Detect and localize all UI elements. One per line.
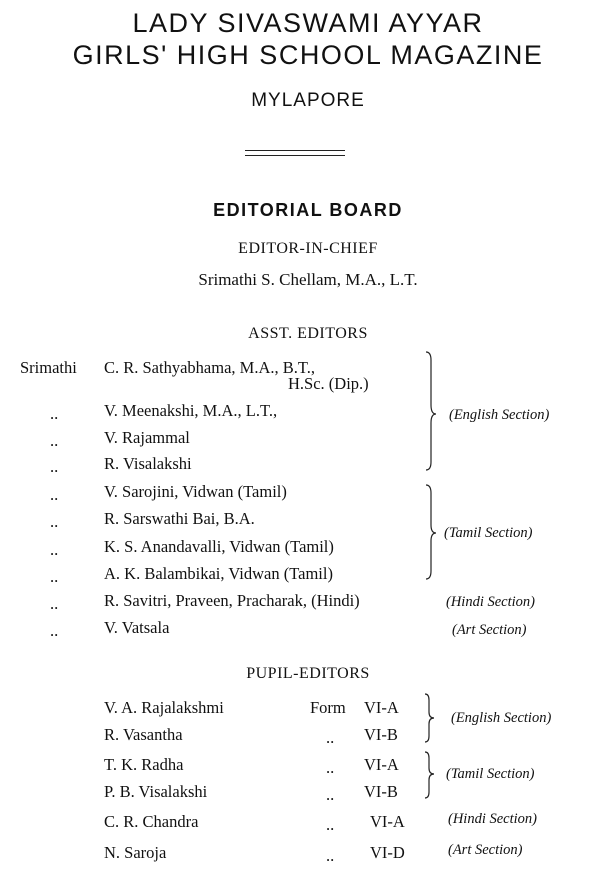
place-name: MYLAPORE xyxy=(251,90,365,111)
editor-in-chief-label: EDITOR-IN-CHIEF xyxy=(238,240,378,257)
divider-top xyxy=(245,150,345,151)
asst-editor-name: A. K. Balambikai, Vidwan (Tamil) xyxy=(104,564,333,583)
section-art-label: (Art Section) xyxy=(452,622,527,638)
ditto-mark: .. xyxy=(326,758,335,777)
asst-editor-name: R. Sarswathi Bai, B.A. xyxy=(104,509,255,528)
asst-editor-name: V. Meenakshi, M.A., L.T., xyxy=(104,401,278,420)
asst-editor-name: R. Savitri, Praveen, Pracharak, (Hindi) xyxy=(104,591,360,610)
ditto-mark: .. xyxy=(50,540,59,559)
pupil-form: VI-B xyxy=(364,782,398,801)
brace-english-icon xyxy=(426,352,436,470)
ditto-mark: .. xyxy=(326,728,335,747)
ditto-mark: .. xyxy=(50,621,59,640)
editorial-board-heading: EDITORIAL BOARD xyxy=(213,200,403,220)
pupil-section-tamil-label: (Tamil Section) xyxy=(446,766,535,782)
brace-pupil-english-icon xyxy=(425,694,434,742)
divider-bottom xyxy=(245,155,345,156)
section-tamil-label: (Tamil Section) xyxy=(444,525,533,541)
pupil-section-english-label: (English Section) xyxy=(451,710,552,726)
pupil-form: VI-A xyxy=(364,755,399,774)
pupil-editor-name: P. B. Visalakshi xyxy=(104,782,208,801)
brace-pupil-tamil-icon xyxy=(425,752,434,798)
pupil-form: VI-A xyxy=(364,698,399,717)
editor-in-chief-name: Srimathi S. Chellam, M.A., L.T. xyxy=(198,270,418,289)
asst-editor-qualification: H.Sc. (Dip.) xyxy=(288,374,369,393)
magazine-title-line2: GIRLS' HIGH SCHOOL MAGAZINE xyxy=(72,40,544,70)
pupil-form: VI-A xyxy=(370,812,405,831)
asst-editor-name: K. S. Anandavalli, Vidwan (Tamil) xyxy=(104,537,334,556)
pupil-editor-name: V. A. Rajalakshmi xyxy=(104,698,224,717)
ditto-mark: .. xyxy=(50,485,59,504)
ditto-mark: .. xyxy=(50,512,59,531)
ditto-mark: .. xyxy=(50,457,59,476)
asst-editor-name: C. R. Sathyabhama, M.A., B.T., xyxy=(104,358,315,377)
asst-editor-name: V. Vatsala xyxy=(104,618,170,637)
ditto-mark: .. xyxy=(50,567,59,586)
ditto-mark: .. xyxy=(50,404,59,423)
pupil-brace-group-icons xyxy=(420,690,440,810)
form-label: Form xyxy=(310,698,346,717)
asst-editor-name: R. Visalakshi xyxy=(104,454,192,473)
brace-tamil-icon xyxy=(426,485,436,579)
ditto-mark: .. xyxy=(50,431,59,450)
ditto-mark: .. xyxy=(326,815,335,834)
pupil-section-hindi-label: (Hindi Section) xyxy=(448,811,537,827)
pupil-form: VI-D xyxy=(370,843,405,862)
ditto-mark: .. xyxy=(326,785,335,804)
pupil-editor-name: R. Vasantha xyxy=(104,725,183,744)
ditto-mark: .. xyxy=(50,594,59,613)
pupil-section-art-label: (Art Section) xyxy=(448,842,523,858)
pupil-editor-name: C. R. Chandra xyxy=(104,812,199,831)
asst-editor-name: V. Rajammal xyxy=(104,428,190,447)
magazine-title-line1: LADY SIVASWAMI AYYAR xyxy=(132,8,484,38)
brace-group-icons xyxy=(420,350,440,590)
pupil-editors-heading: PUPIL-EDITORS xyxy=(246,665,370,682)
section-english-label: (English Section) xyxy=(449,407,550,423)
pupil-editor-name: N. Saroja xyxy=(104,843,167,862)
pupil-form: VI-B xyxy=(364,725,398,744)
pupil-editor-name: T. K. Radha xyxy=(104,755,184,774)
asst-editor-name: V. Sarojini, Vidwan (Tamil) xyxy=(104,482,287,501)
asst-editors-heading: ASST. EDITORS xyxy=(248,325,368,342)
section-hindi-label: (Hindi Section) xyxy=(446,594,535,610)
ditto-mark: .. xyxy=(326,846,335,865)
srimathi-prefix: Srimathi xyxy=(20,358,77,377)
